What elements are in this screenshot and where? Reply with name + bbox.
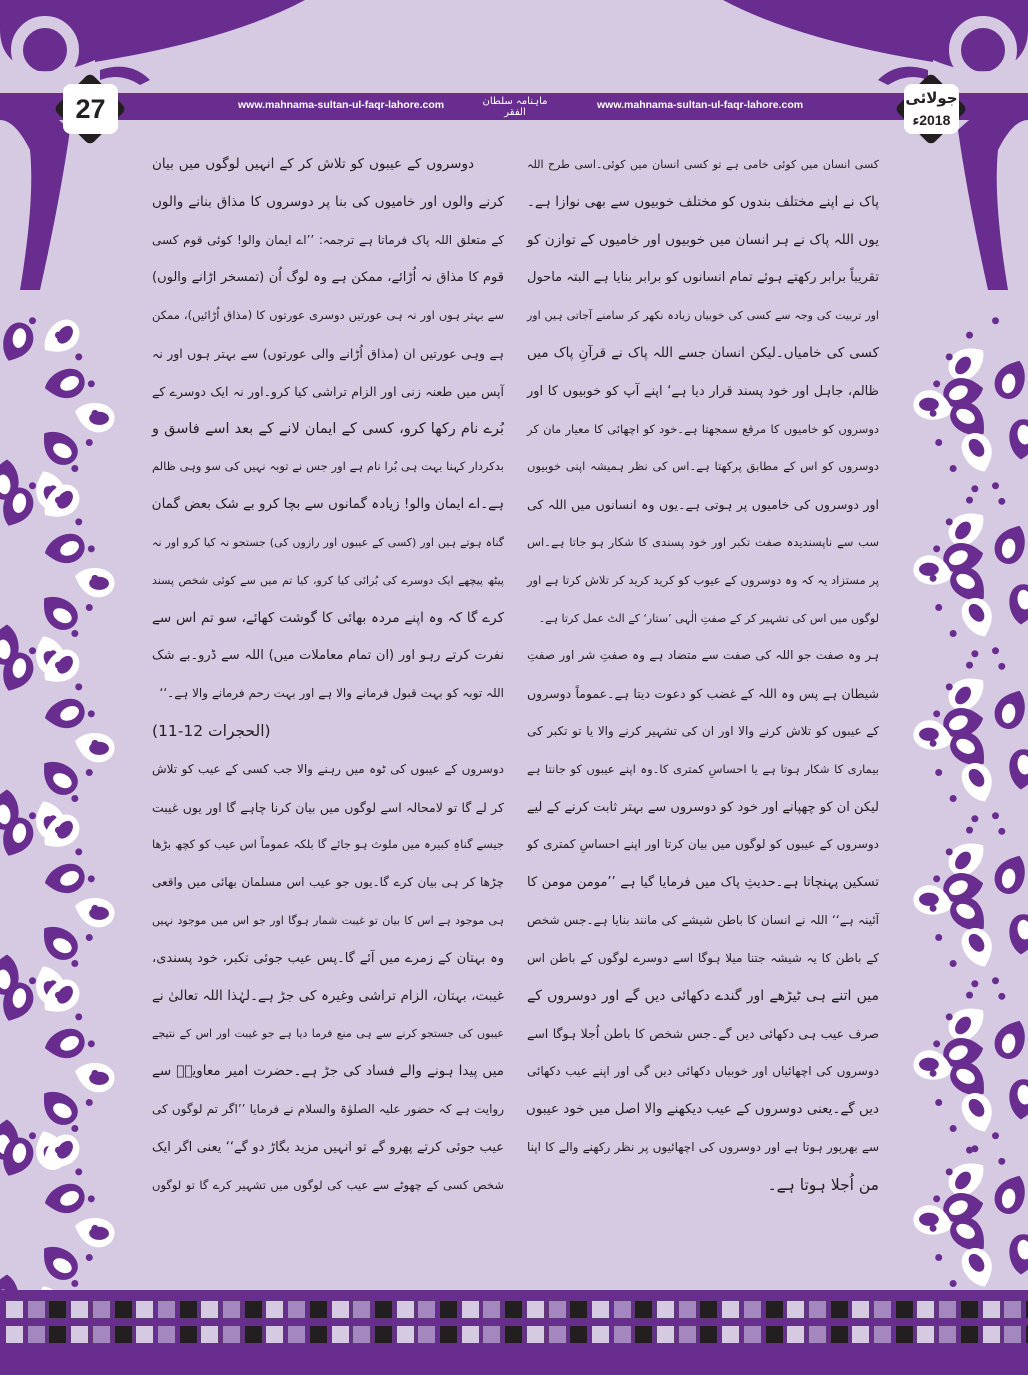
- text-line: دوسروں کے عیبوں کو لوگوں میں بیان کرتا اور اپنے احساسِ کمتری کو: [527, 837, 879, 852]
- paisley-dot: [935, 1254, 942, 1261]
- paisley-dot: [86, 1254, 93, 1261]
- footer-square: [786, 1300, 805, 1319]
- text-line: سب سے ناپسندیدہ صفت تکبر اور خود پسندی کا شکار ہو جاتا ہے۔اس: [527, 534, 879, 549]
- footer-square: [504, 1300, 523, 1319]
- paisley-dot: [992, 647, 999, 654]
- text-line: آئینہ ہے‘‘ اللہ نے انسان کا باطن شیشے کی مانند بنایا ہے۔جس شخص: [527, 912, 879, 927]
- footer-square: [830, 1325, 849, 1344]
- paisley-dot: [930, 905, 937, 912]
- footer-square: [417, 1300, 436, 1319]
- website-url-left[interactable]: www.mahnama-sultan-ul-faqr-lahore.com: [238, 99, 445, 111]
- paisley-dot: [946, 1013, 953, 1020]
- footer-square: [808, 1325, 827, 1344]
- paisley-dot: [966, 662, 973, 669]
- paisley-dot: [966, 332, 973, 339]
- paisley-dot: [29, 317, 36, 324]
- text-line: پیٹھ پیچھے ایک دوسرے کی بُرائی کیا کرو، کیا تم میں سے کوئی شخص پسند: [152, 573, 504, 587]
- footer-square: [374, 1300, 393, 1319]
- footer-square: [656, 1300, 675, 1319]
- footer-square: [591, 1325, 610, 1344]
- footer-square: [200, 1325, 219, 1344]
- footer-square: [244, 1300, 263, 1319]
- footer-square: [634, 1300, 653, 1319]
- paisley-dot: [88, 710, 95, 717]
- footer-square: [287, 1325, 306, 1344]
- paisley-dot: [71, 630, 78, 637]
- paisley-dot: [998, 1158, 1005, 1165]
- left-paisley-ornament: [0, 313, 115, 1331]
- paisley-dot: [935, 934, 942, 941]
- paisley-dot: [966, 497, 973, 504]
- paisley-dot: [930, 1070, 937, 1077]
- footer-square: [591, 1300, 610, 1319]
- footer-square: [331, 1300, 350, 1319]
- page-number: 27: [63, 84, 118, 134]
- paisley-dot: [55, 1147, 62, 1154]
- text-line: ہے وہی عورتیں ان (مذاق اُڑانے والی عورتوں) سے بہتر ہوں اور نہ: [152, 345, 504, 361]
- paisley-dot: [930, 740, 937, 747]
- text-line: سے بھرپور ہوتا ہے اور دوسروں کی اچھائیوں پر نظر رکھنے والے کا اپنا: [527, 1139, 879, 1154]
- text-line: لیکن ان کو چھپانے اور خود کو دوسروں سے بہتر ثابت کرنے کے لیے: [526, 799, 879, 815]
- text-line: روایت ہے کہ حضور علیہ الصلوٰۃ والسلام نے فرمایا ’’اگر تم لوگوں کی: [152, 1101, 504, 1116]
- text-line: شخص کسی کے چھوٹے سے عیب کی لوگوں میں تشہیر کرے گا تو لوگوں: [152, 1177, 504, 1192]
- text-line: دوسروں کی اچھائیاں اور خوبیاں دکھائی دیں گی اور اپنے عیب دکھائی: [527, 1064, 879, 1079]
- paisley-dot: [29, 977, 36, 984]
- footer-square: [678, 1325, 697, 1344]
- paisley-dot: [86, 934, 93, 941]
- footer-square: [309, 1300, 328, 1319]
- paisley-dot: [55, 497, 62, 504]
- text-line: پر مستزاد یہ کہ وہ دوسروں کے عیوب کو کرید کرید کر تلاش کرتا ہے اور: [527, 572, 879, 587]
- footer-square: [374, 1325, 393, 1344]
- footer-square: [222, 1325, 241, 1344]
- paisley-dot: [998, 663, 1005, 670]
- text-line: دوسروں کے عیبوں کی ٹوہ میں رہنے والا جب کسی کے عیب کو تلاش: [152, 761, 504, 776]
- text-line: اور دوسروں کی خامیوں پر ہوتی ہے۔یوں وہ انسانوں میں اللہ کی: [527, 497, 879, 513]
- text-line: دوسروں کو اس کے مطابق پرکھتا ہے۔اس کی نظر ہمیشہ اپنی خوبیوں: [527, 459, 879, 474]
- paisley-dot: [992, 482, 999, 489]
- paisley-dot: [971, 980, 978, 987]
- footer-square: [48, 1300, 67, 1319]
- text-line: دوسروں کو خامیوں کا مرقع سمجھتا ہے۔خود کو اچھائی کا معیار مان کر: [527, 421, 879, 436]
- footer-square: [851, 1325, 870, 1344]
- text-line: لوگوں میں اس کی تشہیر کر کے صفتِ الٰہی ’ستار‘ کے الٹ عمل کرتا ہے۔: [538, 611, 879, 625]
- paisley-dot: [75, 518, 82, 525]
- footer-square: [352, 1300, 371, 1319]
- footer-square: [179, 1300, 198, 1319]
- text-line: قوم کا مذاق نہ اُڑائے، ممکن ہے وہ لوگ اُن (تمسخر اڑانے والوں): [152, 270, 504, 286]
- paisley-dot: [946, 1168, 953, 1175]
- footer-square: [396, 1325, 415, 1344]
- paisley-dot: [29, 647, 36, 654]
- footer-square: [960, 1300, 979, 1319]
- footer-square: [699, 1300, 718, 1319]
- footer-square: [830, 1300, 849, 1319]
- website-url-right[interactable]: www.mahnama-sultan-ul-faqr-lahore.com: [597, 99, 804, 111]
- footer-square: [70, 1300, 89, 1319]
- paisley-dot: [86, 1099, 93, 1106]
- paisley-dot: [950, 630, 957, 637]
- footer-square: [70, 1325, 89, 1344]
- paisley-dot: [950, 795, 957, 802]
- paisley-dot: [966, 827, 973, 834]
- footer-square: [721, 1300, 740, 1319]
- footer-square: [1003, 1325, 1022, 1344]
- footer-square: [179, 1325, 198, 1344]
- text-line: کے عیبوں کو تلاش کرنے والا اور ان کی تشہیر کرنے والا یا تو تکبر کی: [527, 723, 879, 738]
- paisley-dot: [86, 604, 93, 611]
- footer-square: [526, 1300, 545, 1319]
- text-line: کسی انسان میں کوئی خامی ہے تو کسی انسان میں کوئی۔اسی طرح اللہ: [527, 158, 879, 171]
- footer-square: [678, 1300, 697, 1319]
- footer-square: [895, 1325, 914, 1344]
- text-line: کے باطن کا یہ شیشہ جتنا میلا ہوگا اسے دوسرے لوگوں کے باطن اس: [527, 950, 879, 965]
- paisley-dot: [88, 380, 95, 387]
- text-line: تسکین پہنچاتا ہے۔حدیثِ پاک میں فرمایا گیا ہے ’’مومن مومن کا: [527, 875, 879, 891]
- footer-square: [114, 1300, 133, 1319]
- footer-square: [938, 1325, 957, 1344]
- magazine-logo: ماہنامہ سلطان الفقر: [482, 96, 548, 118]
- paisley-dot: [88, 875, 95, 882]
- text-line: چڑھا کر ہی بیان کرے گا۔یوں جو عیب اس مسلمان بھائی میں واقعی: [152, 875, 504, 890]
- footer-square: [548, 1300, 567, 1319]
- text-line: دوسروں کے عیبوں کو تلاش کر کے انہیں لوگوں میں بیان: [152, 156, 474, 172]
- text-line: عیب جوئی کرتے پھرو گے تو انہیں مزید بگاڑ دو گے‘‘ یعنی اگر ایک: [152, 1139, 504, 1155]
- paisley-dot: [998, 993, 1005, 1000]
- paisley-dot: [950, 465, 957, 472]
- text-line: میں اتنے ہی ٹیڑھے اور گندے دکھائی دیں گے اور دوسروں کے: [527, 987, 879, 1004]
- right-paisley-ornament: [913, 317, 1028, 1320]
- article-column-left: [152, 146, 504, 1204]
- paisley-dot: [88, 545, 95, 552]
- footer-square: [569, 1325, 588, 1344]
- footer-square: [982, 1300, 1001, 1319]
- paisley-dot: [75, 848, 82, 855]
- paisley-dot: [71, 465, 78, 472]
- paisley-dot: [946, 683, 953, 690]
- paisley-dot: [971, 650, 978, 657]
- paisley-dot: [29, 1132, 36, 1139]
- paisley-dot: [933, 545, 940, 552]
- footer-square: [765, 1325, 784, 1344]
- text-line: صرف عیب ہی دکھائی دیں گے۔جس شخص کا باطن اُجلا ہوگا اسے: [527, 1026, 879, 1042]
- paisley-dot: [933, 710, 940, 717]
- footer-square: [27, 1325, 46, 1344]
- paisley-dot: [946, 848, 953, 855]
- footer-square: [27, 1300, 46, 1319]
- paisley-dot: [971, 815, 978, 822]
- footer-square: [765, 1300, 784, 1319]
- text-line: ہر وہ صفت جو اللہ کی صفت سے متضاد ہے وہ صفتِ شر اور صفتِ: [527, 648, 879, 663]
- paisley-dot: [933, 1040, 940, 1047]
- paisley-dot: [91, 575, 98, 582]
- footer-square: [743, 1325, 762, 1344]
- paisley-dot: [71, 960, 78, 967]
- text-line: بُرے نام رکھا کرو، کسی کے ایمان لانے کے بعد اسے فاسق و: [152, 420, 504, 437]
- text-line: غیبت، بہتان، الزام تراشی وغیرہ کی جڑ ہے۔لہٰذا اللہ تعالیٰ نے: [152, 987, 504, 1004]
- footer-square: [504, 1325, 523, 1344]
- text-line: شیطان ہے پس وہ اللہ کے غضب کو دعوت دیتا ہے۔عموماً دوسروں: [527, 686, 879, 702]
- footer-square: [135, 1300, 154, 1319]
- issue-month: جولائی: [905, 89, 958, 107]
- text-line: کرنے والوں اور خامیوں کی بنا پر دوسروں کا مذاق بنانے والوں: [152, 193, 504, 210]
- paisley-dot: [75, 1013, 82, 1020]
- text-line: تقریباً برابر رکھتے ہوئے تمام انسانوں کو برابر بنایا ہے البتہ ماحول: [527, 270, 879, 286]
- text-line: میں پیدا ہونے والے فساد کی جڑ ہے۔حضرت امیر معاویہؓ سے: [152, 1063, 504, 1080]
- footer-square: [548, 1325, 567, 1344]
- paisley-dot: [55, 827, 62, 834]
- paisley-dot: [75, 1168, 82, 1175]
- paisley-dot: [75, 683, 82, 690]
- footer-square: [352, 1325, 371, 1344]
- text-line: گناہ ہوتے ہیں اور (کسی کے عیبوں اور رازوں کی) جستجو نہ کیا کرو اور نہ: [152, 535, 504, 549]
- footer-square: [699, 1325, 718, 1344]
- text-line: پاک نے اپنے مختلف بندوں کو مختلف خوبیوں سے بھی نوازا ہے۔: [527, 193, 879, 210]
- footer-square: [482, 1300, 501, 1319]
- footer-square: [92, 1300, 111, 1319]
- footer-square: [916, 1325, 935, 1344]
- paisley-dot: [88, 1040, 95, 1047]
- footer-square: [157, 1300, 176, 1319]
- paisley-dot: [91, 740, 98, 747]
- footer-square: [396, 1300, 415, 1319]
- paisley-dot: [998, 828, 1005, 835]
- paisley-dot: [86, 439, 93, 446]
- footer-square: [526, 1325, 545, 1344]
- paisley-dot: [88, 1195, 95, 1202]
- footer-square: [5, 1300, 24, 1319]
- footer-square: [569, 1300, 588, 1319]
- footer-square: [92, 1325, 111, 1344]
- issue-date: [904, 84, 959, 134]
- footer-square: [287, 1300, 306, 1319]
- paisley-dot: [933, 1195, 940, 1202]
- paisley-dot: [966, 1147, 973, 1154]
- footer-square: [613, 1325, 632, 1344]
- footer-square: [808, 1300, 827, 1319]
- footer-square: [634, 1325, 653, 1344]
- paisley-dot: [935, 604, 942, 611]
- footer-square: [482, 1325, 501, 1344]
- text-line: کرے گا کہ وہ اپنے مردہ بھائی کا گوشت کھائے، سو تم اس سے: [152, 609, 504, 626]
- footer-square: [895, 1300, 914, 1319]
- paisley-dot: [930, 410, 937, 417]
- paisley-dot: [29, 482, 36, 489]
- paisley-dot: [992, 977, 999, 984]
- footer-square: [873, 1325, 892, 1344]
- footer-square: [656, 1325, 675, 1344]
- paisley-dot: [75, 353, 82, 360]
- paisley-dot: [935, 769, 942, 776]
- footer-band: [0, 1290, 1028, 1375]
- paisley-dot: [91, 410, 98, 417]
- text-line: کے متعلق اللہ پاک فرماتا ہے ترجمہ: ’’اے ایمان والو! کوئی قوم کسی: [152, 232, 504, 247]
- paisley-dot: [930, 1225, 937, 1232]
- text-line: (الحجرات 12-11): [152, 721, 271, 740]
- footer-square: [135, 1325, 154, 1344]
- paisley-dot: [950, 960, 957, 967]
- paisley-dot: [933, 380, 940, 387]
- footer-square: [851, 1300, 870, 1319]
- footer-square: [916, 1300, 935, 1319]
- footer-square: [982, 1325, 1001, 1344]
- paisley-dot: [71, 1125, 78, 1132]
- footer-square: [873, 1300, 892, 1319]
- paisley-dot: [950, 1125, 957, 1132]
- issue-year: 2018ء: [912, 112, 951, 128]
- paisley-dot: [950, 1280, 957, 1287]
- footer-square: [721, 1325, 740, 1344]
- footer-square: [461, 1325, 480, 1344]
- text-line: کر لے گا تو لامحالہ اسے لوگوں میں بیان کرنا چاہے گا اور یوں غیبت: [152, 799, 504, 815]
- footer-square: [743, 1300, 762, 1319]
- article-column-right: [527, 146, 879, 1204]
- paisley-dot: [946, 353, 953, 360]
- footer-square: [786, 1325, 805, 1344]
- paisley-dot: [71, 795, 78, 802]
- footer-square: [309, 1325, 328, 1344]
- paisley-dot: [55, 332, 62, 339]
- paisley-dot: [91, 1225, 98, 1232]
- paisley-dot: [91, 905, 98, 912]
- footer-square: [114, 1325, 133, 1344]
- paisley-dot: [930, 575, 937, 582]
- footer-square: [439, 1300, 458, 1319]
- paisley-dot: [71, 1280, 78, 1287]
- text-line: اور تربیت کی وجہ سے کسی کی خوبیاں زیادہ نکھر کر سامنے آجاتی ہیں اور: [527, 309, 879, 323]
- footer-square: [222, 1300, 241, 1319]
- text-line: نفرت کرتے رہو اور (ان تمام معاملات میں) اللہ سے ڈرو۔بے شک: [152, 648, 504, 664]
- footer-square: [1003, 1300, 1022, 1319]
- footer-square: [48, 1325, 67, 1344]
- text-line: دیں گے۔یعنی دوسروں کے عیب دیکھنے والا اصل میں خود عیبوں: [525, 1100, 879, 1117]
- paisley-dot: [971, 485, 978, 492]
- footer-square: [938, 1300, 957, 1319]
- footer-square: [265, 1300, 284, 1319]
- text-line: ہی موجود ہے اس کا بیان تو غیبت شمار ہوگا اور جو اس میں موجود نہیں: [152, 913, 504, 927]
- paisley-dot: [966, 992, 973, 999]
- paisley-dot: [86, 769, 93, 776]
- text-line: وہ بہتان کے زمرے میں آئے گا۔پس عیب جوئی تکبر، خود پسندی،: [152, 950, 504, 966]
- paisley-dot: [992, 1132, 999, 1139]
- text-line: یوں اللہ پاک نے ہر انسان میں خوبیوں اور خامیوں کے توازن کو: [527, 231, 879, 248]
- paisley-dot: [992, 317, 999, 324]
- footer-square: [5, 1325, 24, 1344]
- footer-square: [960, 1325, 979, 1344]
- text-line: آپس میں طعنہ زنی اور الزام تراشی کیا کرو۔اور نہ ایک دوسرے کے: [152, 383, 504, 399]
- paisley-dot: [55, 662, 62, 669]
- text-line: عیبوں کی جستجو کرنے سے ہی منع فرما دیا ہے جو غیبت اور اس کے نتیجے: [152, 1027, 504, 1041]
- paisley-dot: [935, 439, 942, 446]
- footer-square: [265, 1325, 284, 1344]
- footer-square: [439, 1325, 458, 1344]
- footer-square: [613, 1300, 632, 1319]
- text-line: اللہ توبہ کو بہت قبول فرمانے والا ہے اور بہت رحم فرمانے والا ہے۔‘‘: [159, 686, 504, 701]
- footer-square: [417, 1325, 436, 1344]
- paisley-dot: [933, 875, 940, 882]
- text-line: ظالم، جاہل اور خود پسند قرار دیا ہے‘ اپنے آپ کو خوبیوں کا اور: [527, 383, 879, 399]
- text-line: بیماری کا شکار ہوتا ہے یا احساسِ کمتری کا۔وہ اپنے عیبوں کو جانتا ہے: [527, 761, 879, 776]
- paisley-dot: [998, 498, 1005, 505]
- footer-square: [244, 1325, 263, 1344]
- paisley-dot: [55, 992, 62, 999]
- paisley-dot: [935, 1099, 942, 1106]
- footer-square: [331, 1325, 350, 1344]
- text-line: ہے۔اے ایمان والو! زیادہ گمانوں سے بچا کرو بے شک بعض گمان: [151, 496, 504, 513]
- text-line: کسی کی خامیاں۔لیکن انسان جسے اللہ پاک نے قرآنِ پاک میں: [527, 344, 879, 361]
- footer-square: [461, 1300, 480, 1319]
- text-line: جیسے گناہِ کبیرہ میں ملوث ہو جائے گا بلکہ عموماً اس عیب کو کچھ بڑھا: [152, 837, 504, 852]
- footer-square: [157, 1325, 176, 1344]
- text-line: سے بہتر ہوں اور نہ ہی عورتیں دوسری عورتوں کا (مذاق اُڑائیں)، ممکن: [152, 308, 504, 323]
- paisley-dot: [946, 518, 953, 525]
- paisley-dot: [29, 812, 36, 819]
- paisley-dot: [91, 1070, 98, 1077]
- text-line: بدکردار کہنا بہت ہی بُرا نام ہے اور جس نے توبہ نہیں کی سو وہی ظالم: [152, 459, 504, 474]
- footer-square: [200, 1300, 219, 1319]
- paisley-dot: [992, 812, 999, 819]
- text-line: من اُجلا ہوتا ہے۔: [767, 1175, 879, 1194]
